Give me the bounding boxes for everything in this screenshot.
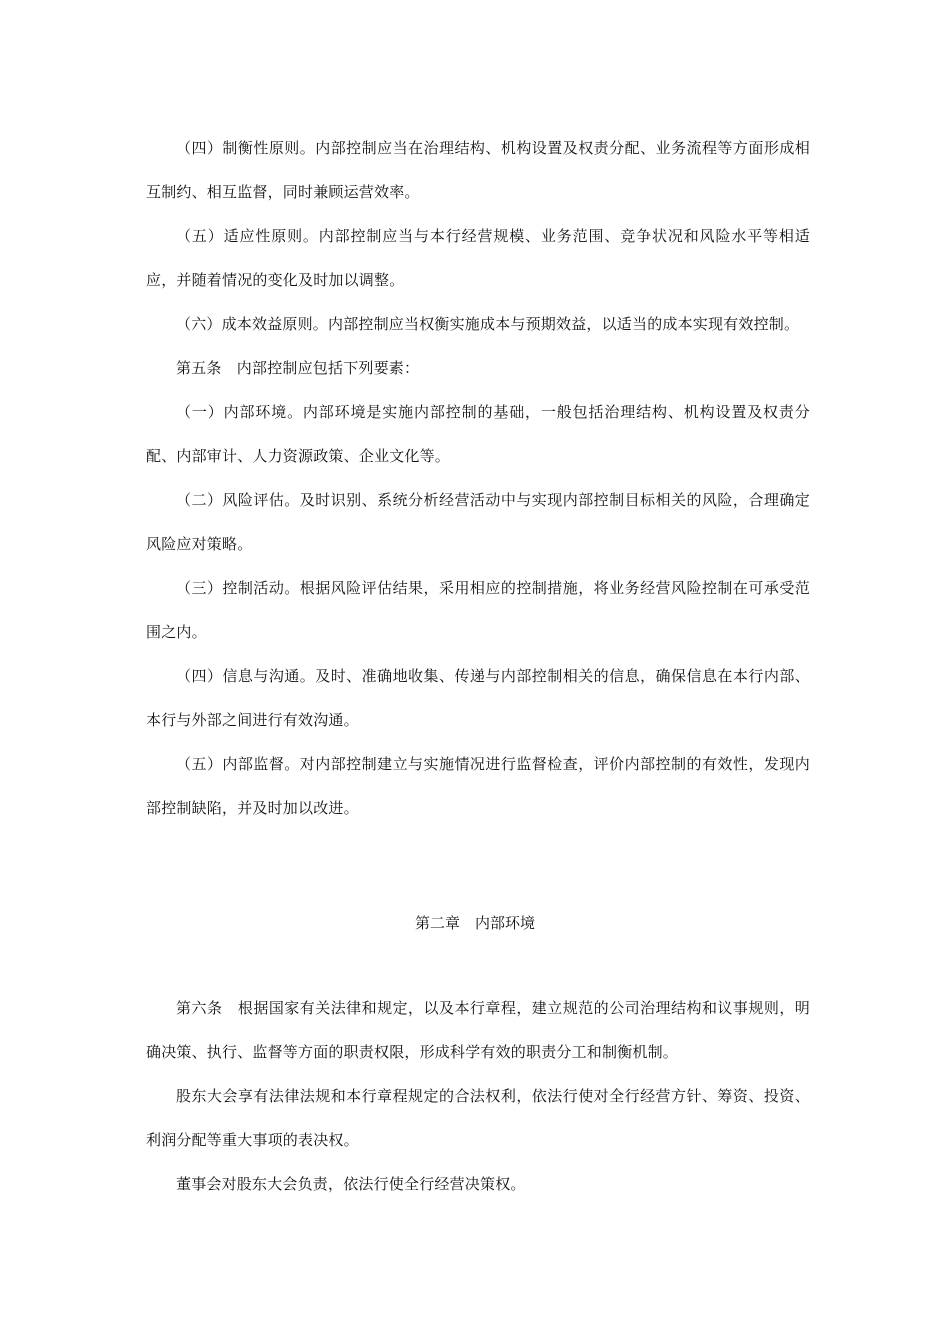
- paragraph-control-activities: （三）控制活动。根据风险评估结果，采用相应的控制措施，将业务经营风险控制在可承受范围之内。: [146, 579, 810, 641]
- paragraph-board-of-directors: 董事会对股东大会负责，依法行使全行经营决策权。: [176, 1175, 526, 1193]
- paragraph-information-communication: （四）信息与沟通。及时、准确地收集、传递与内部控制相关的信息，确保信息在本行内部、本行与外部之间进行有效沟通。: [146, 667, 810, 729]
- paragraph-risk-assessment: （二）风险评估。及时识别、系统分析经营活动中与实现内部控制目标相关的风险，合理确定风险应对策略。: [146, 491, 810, 553]
- section-internal-environment: [146, 986, 810, 1206]
- paragraph-internal-environment: （一）内部环境。内部环境是实施内部控制的基础，一般包括治理结构、机构设置及权责分配、内部审计、人力资源政策、企业文化等。: [146, 403, 810, 465]
- paragraph-article-six: 第六条 根据国家有关法律和规定，以及本行章程，建立规范的公司治理结构和议事规则，明确决策、执行、监督等方面的职责权限，形成科学有效的职责分工和制衡机制。: [146, 999, 810, 1061]
- paragraph-article-five: 第五条 内部控制应包括下列要素：: [176, 359, 420, 377]
- section-principles-and-elements: [146, 126, 810, 830]
- paragraph-shareholders-meeting: 股东大会享有法律法规和本行章程规定的合法权利，依法行使对全行经营方针、筹资、投资、利润分配等重大事项的表决权。: [146, 1087, 810, 1149]
- paragraph-checks-balances-principle: （四）制衡性原则。内部控制应当在治理结构、机构设置及权责分配、业务流程等方面形成相互制约、相互监督，同时兼顾运营效率。: [146, 139, 810, 201]
- paragraph-adaptability-principle: （五）适应性原则。内部控制应当与本行经营规模、业务范围、竞争状况和风险水平等相适应，并随着情况的变化及时加以调整。: [146, 227, 810, 289]
- paragraph-internal-supervision: （五）内部监督。对内部控制建立与实施情况进行监督检查，评价内部控制的有效性，发现内部控制缺陷，并及时加以改进。: [146, 755, 810, 817]
- paragraph-cost-benefit-principle: （六）成本效益原则。内部控制应当权衡实施成本与预期效益，以适当的成本实现有效控制。: [176, 315, 800, 333]
- chapter-title: 第二章 内部环境: [414, 914, 535, 932]
